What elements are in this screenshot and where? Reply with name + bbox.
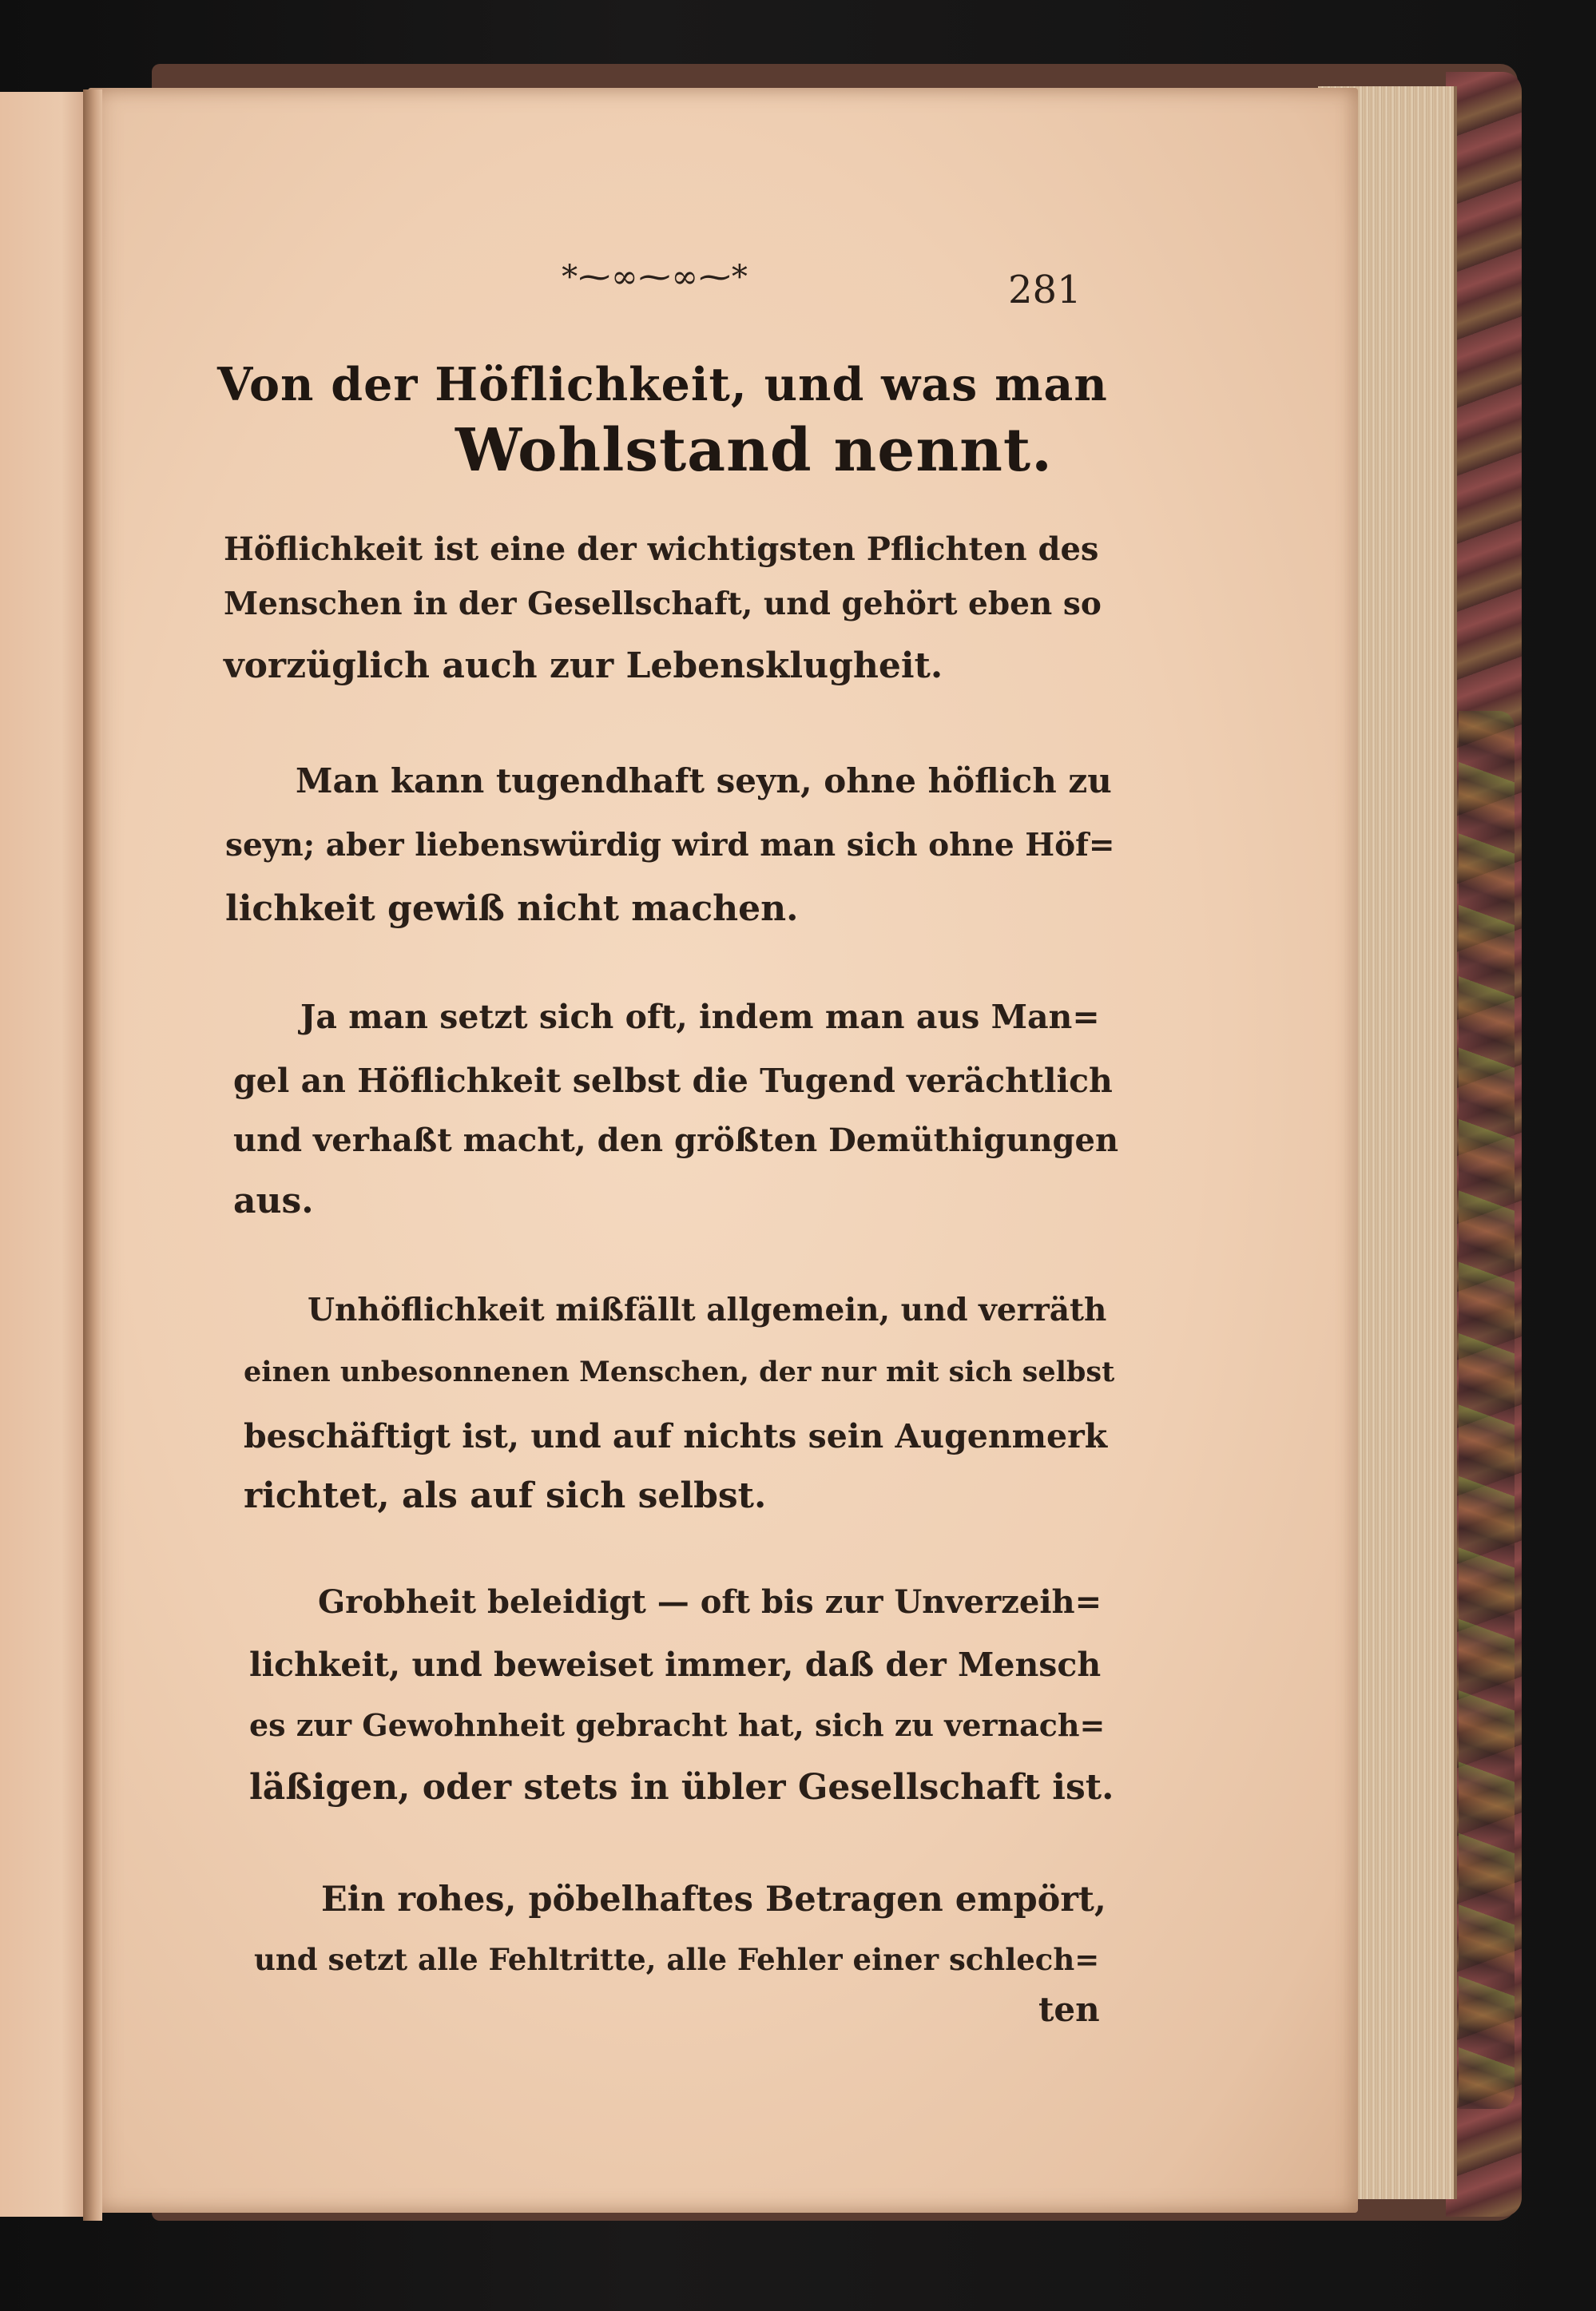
text-line: lichkeit gewiß nicht machen. — [225, 888, 799, 929]
page-number: 281 — [1008, 268, 1082, 312]
chapter-heading-line-1: Von der Höflichkeit, und was man — [217, 358, 1108, 411]
text-line: seyn; aber liebenswürdig wird man sich ohne Höf= — [225, 827, 1115, 864]
text-line: vorzüglich auch zur Lebensklugheit. — [224, 645, 943, 686]
text-line: gel an Höflichkeit selbst die Tugend verächtlich — [233, 1062, 1113, 1100]
text-line: beschäftigt ist, und auf nichts sein Augenmerk — [244, 1417, 1108, 1455]
text-line: Unhöflichkeit mißfällt allgemein, und verräth — [308, 1292, 1107, 1328]
chapter-heading-line-2: Wohlstand nennt. — [455, 416, 1053, 485]
text-line: lichkeit, und beweiset immer, daß der Mensch — [249, 1646, 1102, 1684]
text-line: Ein rohes, pöbelhaftes Betragen empört, — [321, 1880, 1106, 1920]
text-line: richtet, als auf sich selbst. — [244, 1475, 767, 1516]
text-line: läßigen, oder stets in übler Gesellschaft ist. — [249, 1767, 1114, 1808]
text-line: aus. — [233, 1181, 314, 1221]
text-line: Höflichkeit ist eine der wichtigsten Pflichten des — [224, 530, 1099, 568]
text-line: es zur Gewohnheit gebracht hat, sich zu vernach= — [249, 1707, 1106, 1743]
text-line: und setzt alle Fehltritte, alle Fehler einer schlech= — [254, 1942, 1100, 1977]
text-line: Menschen in der Gesellschaft, und gehört eben so — [224, 586, 1102, 622]
catchword: ten — [1038, 1990, 1100, 2029]
text-line: einen unbesonnenen Menschen, der nur mit sich selbst — [244, 1356, 1115, 1388]
header-ornament: *⁓∞⁓∞⁓* — [562, 259, 748, 296]
text-line: Grobheit beleidigt — oft bis zur Unverzeih= — [318, 1583, 1102, 1621]
text-line: Man kann tugendhaft seyn, ohne höflich zu — [296, 761, 1112, 800]
text-line: Ja man setzt sich oft, indem man aus Man= — [300, 998, 1100, 1036]
text-line: und verhaßt macht, den größten Demüthigungen — [233, 1122, 1119, 1159]
